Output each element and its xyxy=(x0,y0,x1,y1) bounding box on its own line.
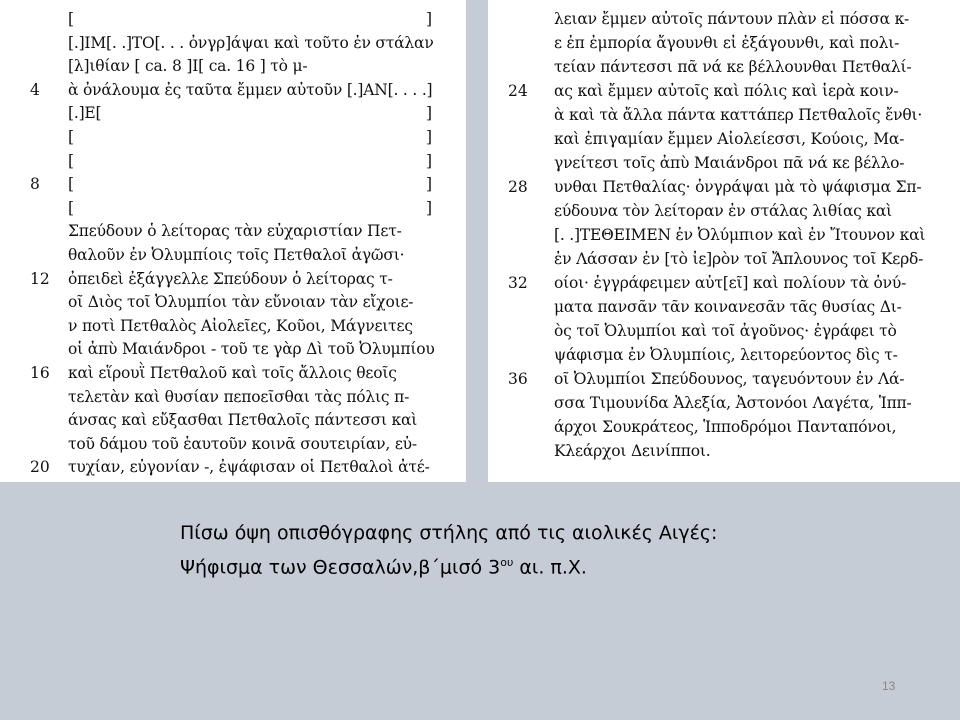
line-text: [ xyxy=(68,151,74,170)
line-text: [ xyxy=(68,198,74,217)
line-text: [ xyxy=(68,175,74,194)
caption-line-2 xyxy=(180,548,880,582)
line-text: ὰ ὀνάλουμα ἐς ταῦτα ἔμμεν αὐτοῦν [.]ΑΝ[. . . .] xyxy=(68,80,433,99)
text-line xyxy=(0,244,466,268)
line-text: υνθαι Πετθαλίας· ὀνγράψαι μὰ τὸ ψάφισμα Σπ- xyxy=(554,178,922,196)
line-text: [ xyxy=(68,128,74,146)
text-line xyxy=(488,200,960,224)
line-text: τοῦ δάμου τοῦ ἑαυτοῦν κοινᾶ σουτειρίαν, εὐ- xyxy=(68,434,417,453)
text-line xyxy=(0,55,466,79)
line-text: οῖ Ὀλυμπίοι Σπεύδουνος, ταγευόντουν ἐν Λά- xyxy=(554,370,905,388)
line-text: εύδουνα τὸν λείτοραν ἐν στάλας λιθίας καὶ xyxy=(554,202,892,220)
line-text: [.]ΙΜ[. .]ΤΟ[. . . ὀνγρ]άψαι καὶ τοῦτο ἐν στάλαν xyxy=(68,33,434,52)
line-text: γνείτεσι τοῖς ἀπὺ Μαιάνδροι πᾶ νά κε βέλλο- xyxy=(554,154,905,172)
text-line xyxy=(488,344,960,368)
text-line xyxy=(0,32,466,56)
text-line xyxy=(488,368,960,392)
line-text: άρχοι Σουκράτεος, Ἱπποδρόμοι Πανταπόνοι, xyxy=(554,418,897,436)
line-text: ψάφισμα ἐν Ὀλυμπίοις, λειτορεύοντος δὶς τ- xyxy=(554,346,898,364)
text-line xyxy=(488,56,960,80)
text-line xyxy=(0,79,466,103)
line-text: καὶ εἵρουῒ Πετθαλοῦ καὶ τοῖς ἄλλοις θεοῖς xyxy=(68,364,397,382)
text-line xyxy=(488,440,960,464)
line-text: οἱ ἀπὺ Μαιάνδροι - τοῦ τε γὰρ Δὶ τοῦ Ὀλυμπίου xyxy=(68,340,435,359)
closing-bracket: ] xyxy=(426,10,433,28)
closing-bracket: ] xyxy=(426,198,433,217)
line-text: [.]Ε[ xyxy=(68,104,102,123)
caption-line-2-text: Ψήφισμα των Θεσσαλών,β΄μισό 3 xyxy=(180,556,501,579)
text-line xyxy=(488,416,960,440)
text-line xyxy=(0,433,466,457)
caption-line-2-end: αι. π.Χ. xyxy=(513,556,587,579)
line-text: ὀπειδεὶ ἐξάγγελλε Σπεύδουν ὁ λείτορας τ- xyxy=(68,269,393,288)
line-number: 20 xyxy=(30,458,50,477)
line-text: λειαν ἔμμεν αὐτοῖς πάντουν πλὰν εἰ πόσσα κ- xyxy=(554,10,910,28)
text-line xyxy=(488,272,960,296)
line-text: θαλοῦν ἐν Ὀλυμπίοις τοῖς Πετθαλοῖ ἀγῶσι· xyxy=(68,246,405,264)
line-text: [. .]ΤΕΘΕΙΜΕΝ ἐν Ὀλύμπιον καὶ ἐν Ἴτουνον καὶ xyxy=(554,226,926,244)
text-line xyxy=(488,248,960,272)
line-text: τυχίαν, εὐγονίαν -, ἐψάφισαν οἱ Πετθαλοὶ ἀτέ- xyxy=(68,458,430,477)
line-text: άνσας καὶ εὔξασθαι Πετθαλοῖς πάντεσσι καὶ xyxy=(68,411,418,430)
caption-line-1: Πίσω όψη οπισθόγραφης στήλης από τις αιολικές Αιγές: xyxy=(180,522,718,544)
text-line xyxy=(0,173,466,197)
text-line xyxy=(0,386,466,410)
text-line xyxy=(488,32,960,56)
text-line xyxy=(488,104,960,128)
line-text: ὸς τοῖ Ὀλυμπίοι καὶ τοῖ ἀγοῦνος· ἐγράφει τὸ xyxy=(554,322,897,340)
line-text: ας καὶ ἔμμεν αὐτοῖς καὶ πόλις καὶ ἱερὰ κοιν- xyxy=(554,82,899,100)
line-number: 12 xyxy=(30,269,50,288)
text-line xyxy=(488,128,960,152)
line-text: ἐν Λάσσαν ἐν [τὸ ἰε]ρὸν τοῖ Ἄπλουνος τοῖ Κερδ- xyxy=(554,250,924,268)
text-line xyxy=(0,102,466,126)
line-number: 28 xyxy=(508,178,528,196)
text-line xyxy=(0,126,466,150)
text-line xyxy=(0,362,466,386)
line-text: οῖ Διὸς τοῖ Ὀλυμπίοι τὰν εὔνοιαν τὰν εἴχοιε- xyxy=(68,293,414,312)
line-text: Σπεύδουν ὁ λείτορας τὰν εὐχαριστίαν Πετ- xyxy=(68,222,402,241)
text-line xyxy=(488,224,960,248)
text-line xyxy=(0,315,466,339)
line-text: οίοι· ἐγγράφειμεν αὐτ[εῖ] καὶ πολίουν τὰ ὀνύ- xyxy=(554,274,907,292)
text-line xyxy=(0,197,466,221)
text-line xyxy=(488,392,960,416)
closing-bracket: ] xyxy=(426,151,433,170)
text-line xyxy=(0,409,466,433)
closing-bracket: ] xyxy=(426,175,433,194)
closing-bracket: ] xyxy=(426,104,433,123)
text-line xyxy=(0,338,466,362)
text-line xyxy=(0,150,466,174)
slide-caption xyxy=(180,518,880,582)
line-text: ε ἐπ ἐμπορία ἄγουνθι εἰ ἐξάγουνθι, καὶ πολι- xyxy=(554,34,900,52)
caption-superscript: ου xyxy=(500,556,514,569)
text-line xyxy=(488,320,960,344)
line-text: [ xyxy=(68,10,74,28)
line-text: [λ]ιθίαν [ ca. 8 ]Ι[ ca. 16 ] τὸ μ- xyxy=(68,57,308,76)
right-text-column xyxy=(488,0,960,482)
line-text: σσα Τιμουνίδα Ἀλεξία, Ἀστονόοι Λαγέτα, Ἱππ- xyxy=(554,394,912,412)
text-line xyxy=(488,152,960,176)
line-number: 32 xyxy=(508,274,528,292)
text-line xyxy=(0,456,466,480)
line-text: καὶ ἐπιγαμίαν ἔμμεν Αἰολείεσσι, Κούοις, Μα- xyxy=(554,130,905,148)
line-text: τελετὰν καὶ θυσίαν πεποεῖσθαι τὰς πόλις π- xyxy=(68,387,410,406)
line-text: τείαν πάντεσσι πᾶ νά κε βέλλουνθαι Πετθαλί- xyxy=(554,58,912,76)
slide-number: 13 xyxy=(882,679,896,693)
line-number: 4 xyxy=(30,80,40,99)
line-number: 36 xyxy=(508,370,528,388)
text-line xyxy=(0,268,466,292)
line-text: ὰ καὶ τὰ ἄλλα πάντα καττάπερ Πετθαλοῖς ἔνθι· xyxy=(554,106,923,124)
left-text-column xyxy=(0,0,466,482)
text-line xyxy=(0,8,466,32)
text-line xyxy=(488,80,960,104)
text-line xyxy=(488,296,960,320)
line-text: ματα πανσᾶν τᾶν κοινανεσᾶν τᾶς θυσίας Δι- xyxy=(554,298,902,316)
line-number: 24 xyxy=(508,82,528,100)
line-number: 8 xyxy=(30,175,40,194)
line-number: 16 xyxy=(30,364,50,382)
text-line xyxy=(488,8,960,32)
line-text: ν ποτὶ Πετθαλὸς Αἰολεῖες, Κοῦοι, Μάγνειτες xyxy=(68,316,413,335)
line-text: Κλεάρχοι Δεινίπποι. xyxy=(554,442,711,460)
text-line xyxy=(0,220,466,244)
text-line xyxy=(488,176,960,200)
text-line xyxy=(0,291,466,315)
closing-bracket: ] xyxy=(426,128,433,146)
